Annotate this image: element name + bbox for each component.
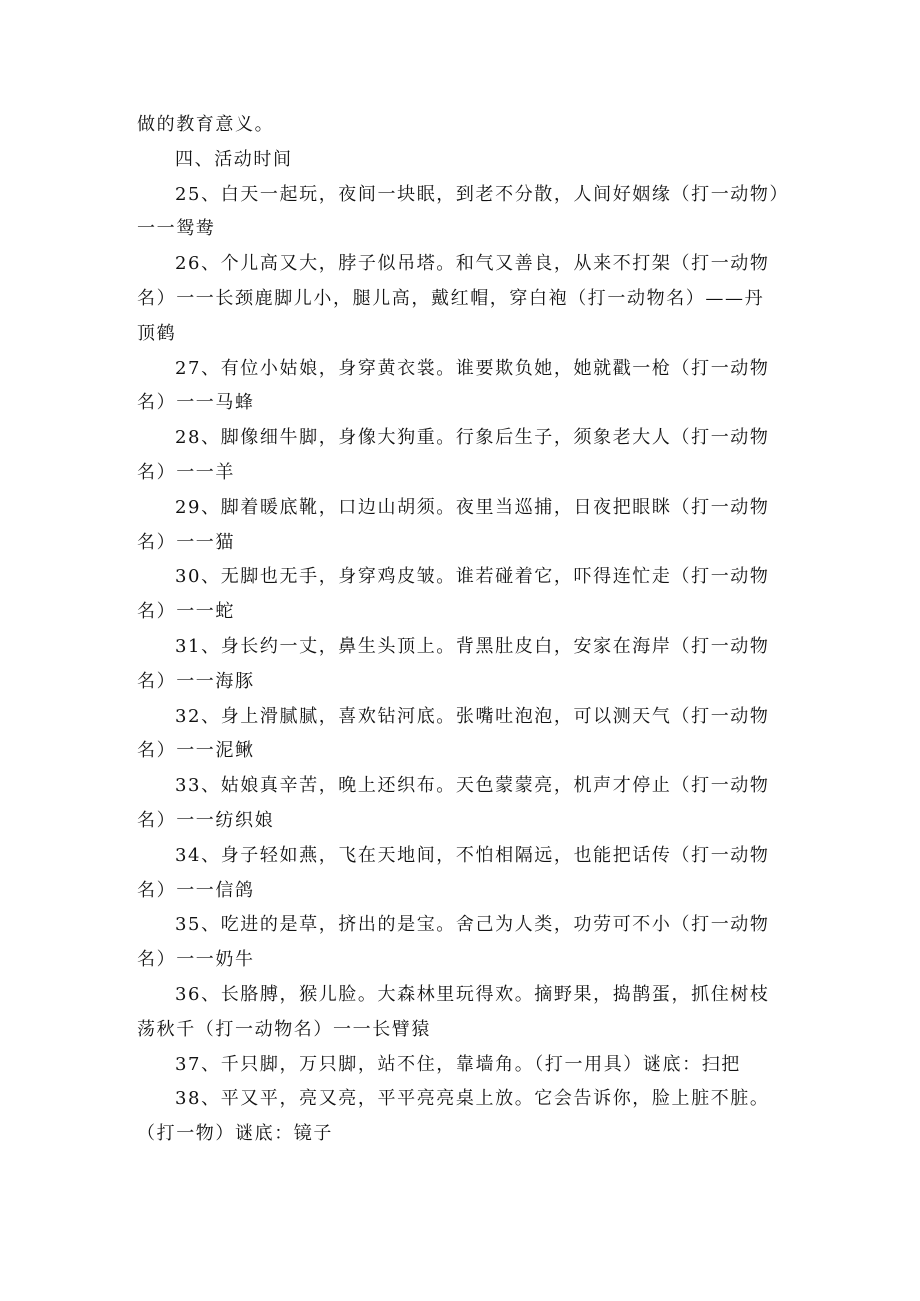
- riddle-36: 36、长胳膊，猴儿脸。大森林里玩得欢。摘野果，捣鹊蛋，抓住树枝: [175, 983, 770, 1005]
- riddle-38-answer: （打一物）谜底：镜子: [137, 1123, 333, 1145]
- riddle-31: 31、身长约一丈，鼻生头顶上。背黑肚皮白，安家在海岸（打一动物: [175, 635, 770, 657]
- riddle-33: 33、姑娘真辛苦，晚上还织布。天色蒙蒙亮，机声才停止（打一动物: [175, 775, 770, 797]
- riddle-26-cont: 名）一一长颈鹿脚儿小，腿儿高，戴红帽，穿白袍（打一动物名）——丹: [137, 287, 765, 309]
- riddle-32-answer: 名）一一泥鳅: [137, 740, 255, 762]
- riddle-38: 38、平又平，亮又亮，平平亮亮桌上放。它会告诉你，脸上脏不脏。: [175, 1088, 770, 1110]
- riddle-27: 27、有位小姑娘，身穿黄衣裳。谁要欺负她，她就戳一枪（打一动物: [175, 357, 770, 379]
- riddle-32: 32、身上滑腻腻，喜欢钻河底。张嘴吐泡泡，可以测天气（打一动物: [175, 705, 770, 727]
- riddle-37: 37、千只脚，万只脚，站不住，靠墙角。（打一用具）谜底：扫把: [175, 1053, 741, 1075]
- document-body: [137, 108, 790, 1152]
- riddle-29-answer: 名）一一猫: [137, 531, 235, 553]
- riddle-29: 29、脚着暖底靴，口边山胡须。夜里当巡捕，日夜把眼眯（打一动物: [175, 496, 770, 518]
- riddle-34-answer: 名）一一信鸽: [137, 879, 255, 901]
- riddle-35-answer: 名）一一奶牛: [137, 949, 255, 971]
- section-heading: 四、活动时间: [175, 148, 293, 170]
- riddle-26-answer: 顶鹤: [137, 322, 177, 344]
- text-line: 做的教育意义。: [137, 114, 275, 135]
- riddle-25-answer: 一一鸳鸯: [137, 218, 216, 240]
- riddle-30: 30、无脚也无手，身穿鸡皮皱。谁若碰着它，吓得连忙走（打一动物: [175, 566, 770, 588]
- riddle-31-answer: 名）一一海豚: [137, 670, 255, 692]
- riddle-28-answer: 名）一一羊: [137, 461, 235, 483]
- riddle-33-answer: 名）一一纺织娘: [137, 809, 275, 831]
- riddle-34: 34、身子轻如燕，飞在天地间，不怕相隔远，也能把话传（打一动物: [175, 844, 770, 866]
- riddle-30-answer: 名）一一蛇: [137, 601, 235, 623]
- riddle-28: 28、脚像细牛脚，身像大狗重。行象后生子，须象老大人（打一动物: [175, 427, 770, 449]
- riddle-25: 25、白天一起玩，夜间一块眠，到老不分散，人间好姻缘（打一动物）: [175, 183, 790, 205]
- riddle-35: 35、吃进的是草，挤出的是宝。舍己为人类，功劳可不小（打一动物: [175, 914, 770, 936]
- riddle-27-answer: 名）一一马蜂: [137, 392, 255, 414]
- riddle-26: 26、个儿高又大，脖子似吊塔。和气又善良，从来不打架（打一动物: [175, 253, 770, 275]
- riddle-36-answer: 荡秋千（打一动物名）一一长臂猿: [137, 1018, 431, 1040]
